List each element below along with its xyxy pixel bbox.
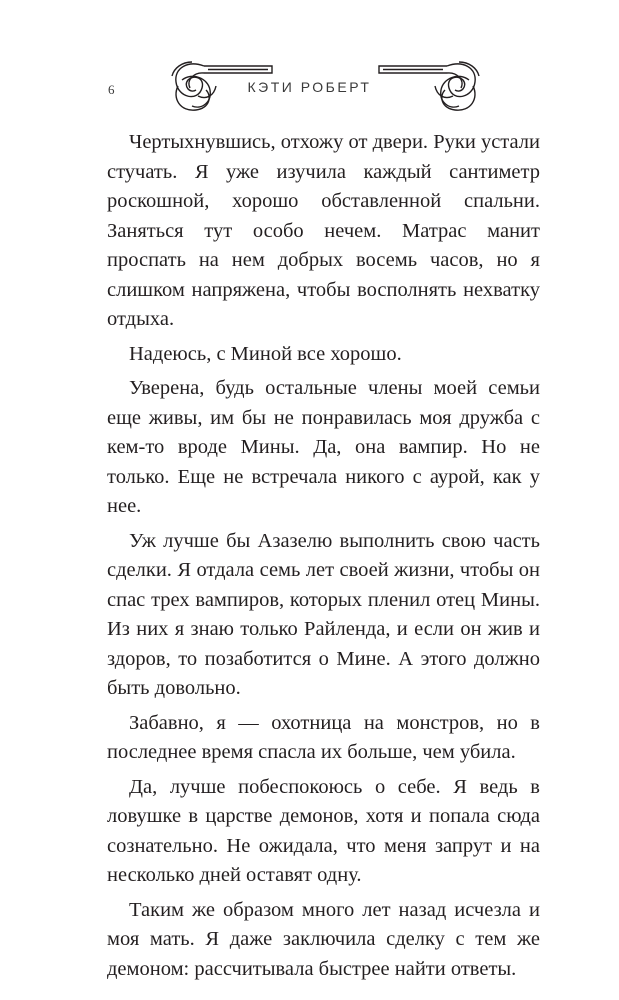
body-text (107, 128, 540, 989)
paragraph: Забавно, я — охотница на монстров, но в последнее время спасла их больше, чем убила. (107, 711, 540, 763)
page-header (0, 50, 619, 120)
running-head: КЭТИ РОБЕРТ (247, 79, 372, 95)
paragraph: Таким же образом много лет назад исчезла и моя мать. Я даже заключила сделку с тем же демоном: рассчитывала быстрее найти ответы. (107, 898, 540, 980)
paragraph: Надеюсь, с Миной все хорошо. (129, 342, 402, 365)
paragraph: Уж лучше бы Азазелю выполнить свою часть сделки. Я отдала семь лет своей жизни, чтобы он спас трех вампиров, которых пленил отец Мины. Из них я знаю только Райленда, и если он жив и здоров, то позаботится о Мине. А этого должно быть довольно. (107, 529, 540, 699)
paragraph: Да, лучше побеспокоюсь о себе. Я ведь в ловушке в царстве демонов, хотя и попала сюда сознательно. Не ожидала, что меня запрут и на несколько дней оставят одну. (107, 775, 540, 886)
celtic-ornament-right-icon (373, 56, 483, 118)
paragraph: Уверена, будь остальные члены моей семьи еще живы, им бы не понравилась моя дружба с кем-то вроде Мины. Да, она вампир. Но не только. Еще не встречала никого с аурой, как у нее. (107, 377, 540, 517)
page-number: 6 (108, 82, 115, 97)
paragraph: Чертыхнувшись, отхожу от двери. Руки устали стучать. Я уже изучила каждый сантиметр роскошной, хорошо обставленной спальни. Заняться тут особо нечем. Матрас манит проспать на нем добрых восемь часов, но я слишком напряжена, чтобы восполнять нехватку отдыха. (107, 131, 540, 330)
